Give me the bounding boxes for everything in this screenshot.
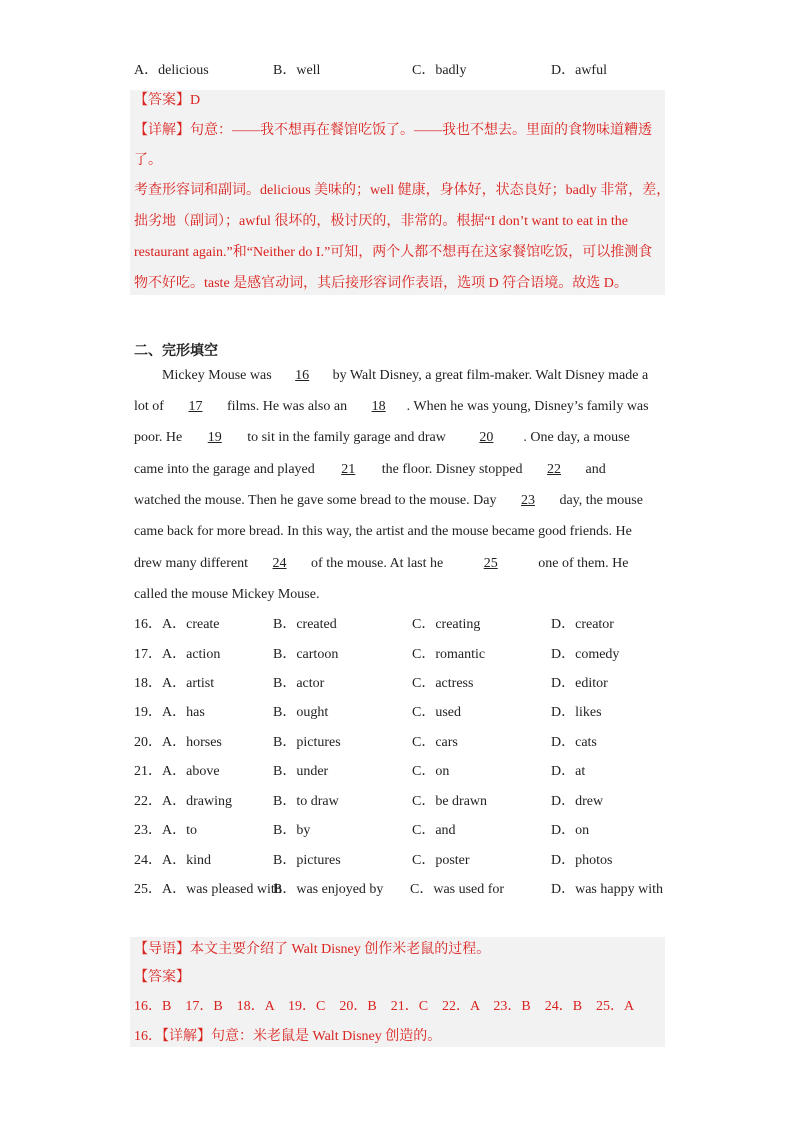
- question-option: 21．A．above: [134, 764, 220, 779]
- passage-line: came back for more bread. In this way, the artist and the mouse became good friends. He: [134, 524, 632, 539]
- question-option: D．on: [551, 823, 590, 838]
- detail-line: 16．【详解】句意：米老鼠是 Walt Disney 创造的。: [134, 1029, 442, 1044]
- question-option: B．cartoon: [273, 647, 339, 662]
- question-row: [134, 701, 694, 725]
- explanation-line: restaurant again.”和“Neither do I.”可知，两个人都不想再在这家餐馆吃饭，可以推测食: [134, 245, 653, 260]
- question-row: [134, 672, 694, 696]
- explanation-line: 拙劣地（副词）；awful 很坏的，极讨厌的，非常的。根据“I don’t want to eat in the: [134, 214, 628, 229]
- question-row: [134, 643, 694, 667]
- passage-text: Mickey Mouse was: [162, 368, 276, 383]
- passage-text: came into the garage and played: [134, 462, 319, 477]
- option-c: C．badly: [412, 63, 467, 78]
- blank-22: 22: [547, 462, 562, 477]
- question-option: 18．A．artist: [134, 676, 215, 691]
- question-option: C．and: [412, 823, 456, 838]
- question-option: 23．A．to: [134, 823, 197, 838]
- blank-23: 23: [520, 493, 535, 508]
- question-option: C．used: [412, 705, 461, 720]
- prev-question-options: [134, 59, 694, 83]
- question-option: C．poster: [412, 853, 470, 868]
- question-option: C．actress: [412, 676, 474, 691]
- passage-text: the floor. Disney stopped: [378, 462, 527, 477]
- passage-text: by Walt Disney, a great film-maker. Walt Disney made a: [329, 368, 649, 383]
- blank-21: 21: [341, 462, 356, 477]
- passage-text: . When he was young, Disney’s family was: [406, 399, 649, 414]
- passage-text: day, the mouse: [555, 493, 643, 508]
- question-option: B．pictures: [273, 853, 341, 868]
- question-option: B．actor: [273, 676, 325, 691]
- passage-text: watched the mouse. Then he gave some bread to the mouse. Day: [134, 493, 500, 508]
- passage-text: to sit in the family garage and draw: [243, 430, 450, 445]
- question-option: B．ought: [273, 705, 329, 720]
- question-option: C．was used for: [410, 882, 505, 897]
- question-option: 17．A．action: [134, 647, 221, 662]
- question-row: [134, 760, 694, 784]
- passage-text: poor. He: [134, 430, 186, 445]
- blank-20: 20: [479, 430, 494, 445]
- option-a: A．delicious: [134, 63, 209, 78]
- section-title: 二、完形填空: [134, 343, 218, 359]
- guide-line: 【导语】本文主要介绍了 Walt Disney 创作米老鼠的过程。: [134, 942, 491, 957]
- passage-line: [162, 366, 696, 386]
- question-option: B．by: [273, 823, 311, 838]
- blank-17: 17: [188, 399, 203, 414]
- question-option: D．drew: [551, 794, 604, 809]
- explanation-line: 物不好吃。taste 是感官动词，其后接形容词作表语，选项 D 符合语境。故选 D。: [134, 276, 628, 291]
- passage-line: called the mouse Mickey Mouse.: [134, 587, 320, 602]
- passage-line: [134, 397, 668, 417]
- answer-list: 16．B 17．B 18．A 19．C 20．B 21．C 22．A 23．B 24．B 25．A: [134, 999, 635, 1014]
- passage-line: [134, 460, 668, 480]
- question-option: B．pictures: [273, 735, 341, 750]
- question-row: [134, 790, 694, 814]
- question-option: B．to draw: [273, 794, 339, 809]
- question-option: D．was happy with: [551, 882, 663, 897]
- passage-text: of the mouse. At last he: [307, 556, 447, 571]
- passage-line: [134, 428, 668, 448]
- blank-18: 18: [371, 399, 386, 414]
- question-option: D．editor: [551, 676, 608, 691]
- explanation-line: 了。: [134, 153, 162, 168]
- question-row: [134, 613, 694, 637]
- explanation-line: 考查形容词和副词。delicious 美味的；well 健康，身体好，状态良好；badly 非常，差，: [134, 183, 671, 198]
- blank-16: 16: [295, 368, 310, 383]
- question-option: C．romantic: [412, 647, 486, 662]
- question-option: 20．A．horses: [134, 735, 222, 750]
- question-option: 19．A．has: [134, 705, 205, 720]
- passage-line: [134, 554, 668, 574]
- question-option: D．photos: [551, 853, 613, 868]
- passage-text: drew many different: [134, 556, 252, 571]
- blank-25: 25: [483, 556, 498, 571]
- question-option: D．comedy: [551, 647, 620, 662]
- question-option: 25．A．was pleased with: [134, 882, 282, 897]
- passage-text: one of them. He: [534, 556, 629, 571]
- passage-line: [134, 491, 668, 511]
- question-option: D．likes: [551, 705, 602, 720]
- blank-19: 19: [207, 430, 222, 445]
- question-row: [134, 849, 694, 873]
- question-option: C．on: [412, 764, 450, 779]
- question-option: D．at: [551, 764, 586, 779]
- question-option: B．under: [273, 764, 329, 779]
- option-d: D．awful: [551, 63, 607, 78]
- passage-text: . One day, a mouse: [523, 430, 630, 445]
- passage-text: films. He was also an: [223, 399, 351, 414]
- question-option: B．created: [273, 617, 337, 632]
- question-option: C．creating: [412, 617, 481, 632]
- question-option: 22．A．drawing: [134, 794, 232, 809]
- question-option: D．creator: [551, 617, 614, 632]
- passage-text: lot of: [134, 399, 168, 414]
- blank-24: 24: [272, 556, 287, 571]
- passage-text: and: [582, 462, 606, 477]
- answer-label: 【答案】: [134, 970, 190, 985]
- question-option: C．cars: [412, 735, 458, 750]
- question-option: D．cats: [551, 735, 597, 750]
- question-option: B．was enjoyed by: [273, 882, 384, 897]
- question-option: 24．A．kind: [134, 853, 211, 868]
- question-option: 16．A．create: [134, 617, 220, 632]
- question-row: [134, 819, 694, 843]
- option-b: B．well: [273, 63, 321, 78]
- explanation-line: 【详解】句意：——我不想再在餐馆吃饭了。——我也不想去。里面的食物味道糟透: [134, 123, 652, 138]
- question-row: [134, 878, 694, 902]
- question-option: C．be drawn: [412, 794, 488, 809]
- question-row: [134, 731, 694, 755]
- answer-line: 【答案】D: [134, 93, 201, 108]
